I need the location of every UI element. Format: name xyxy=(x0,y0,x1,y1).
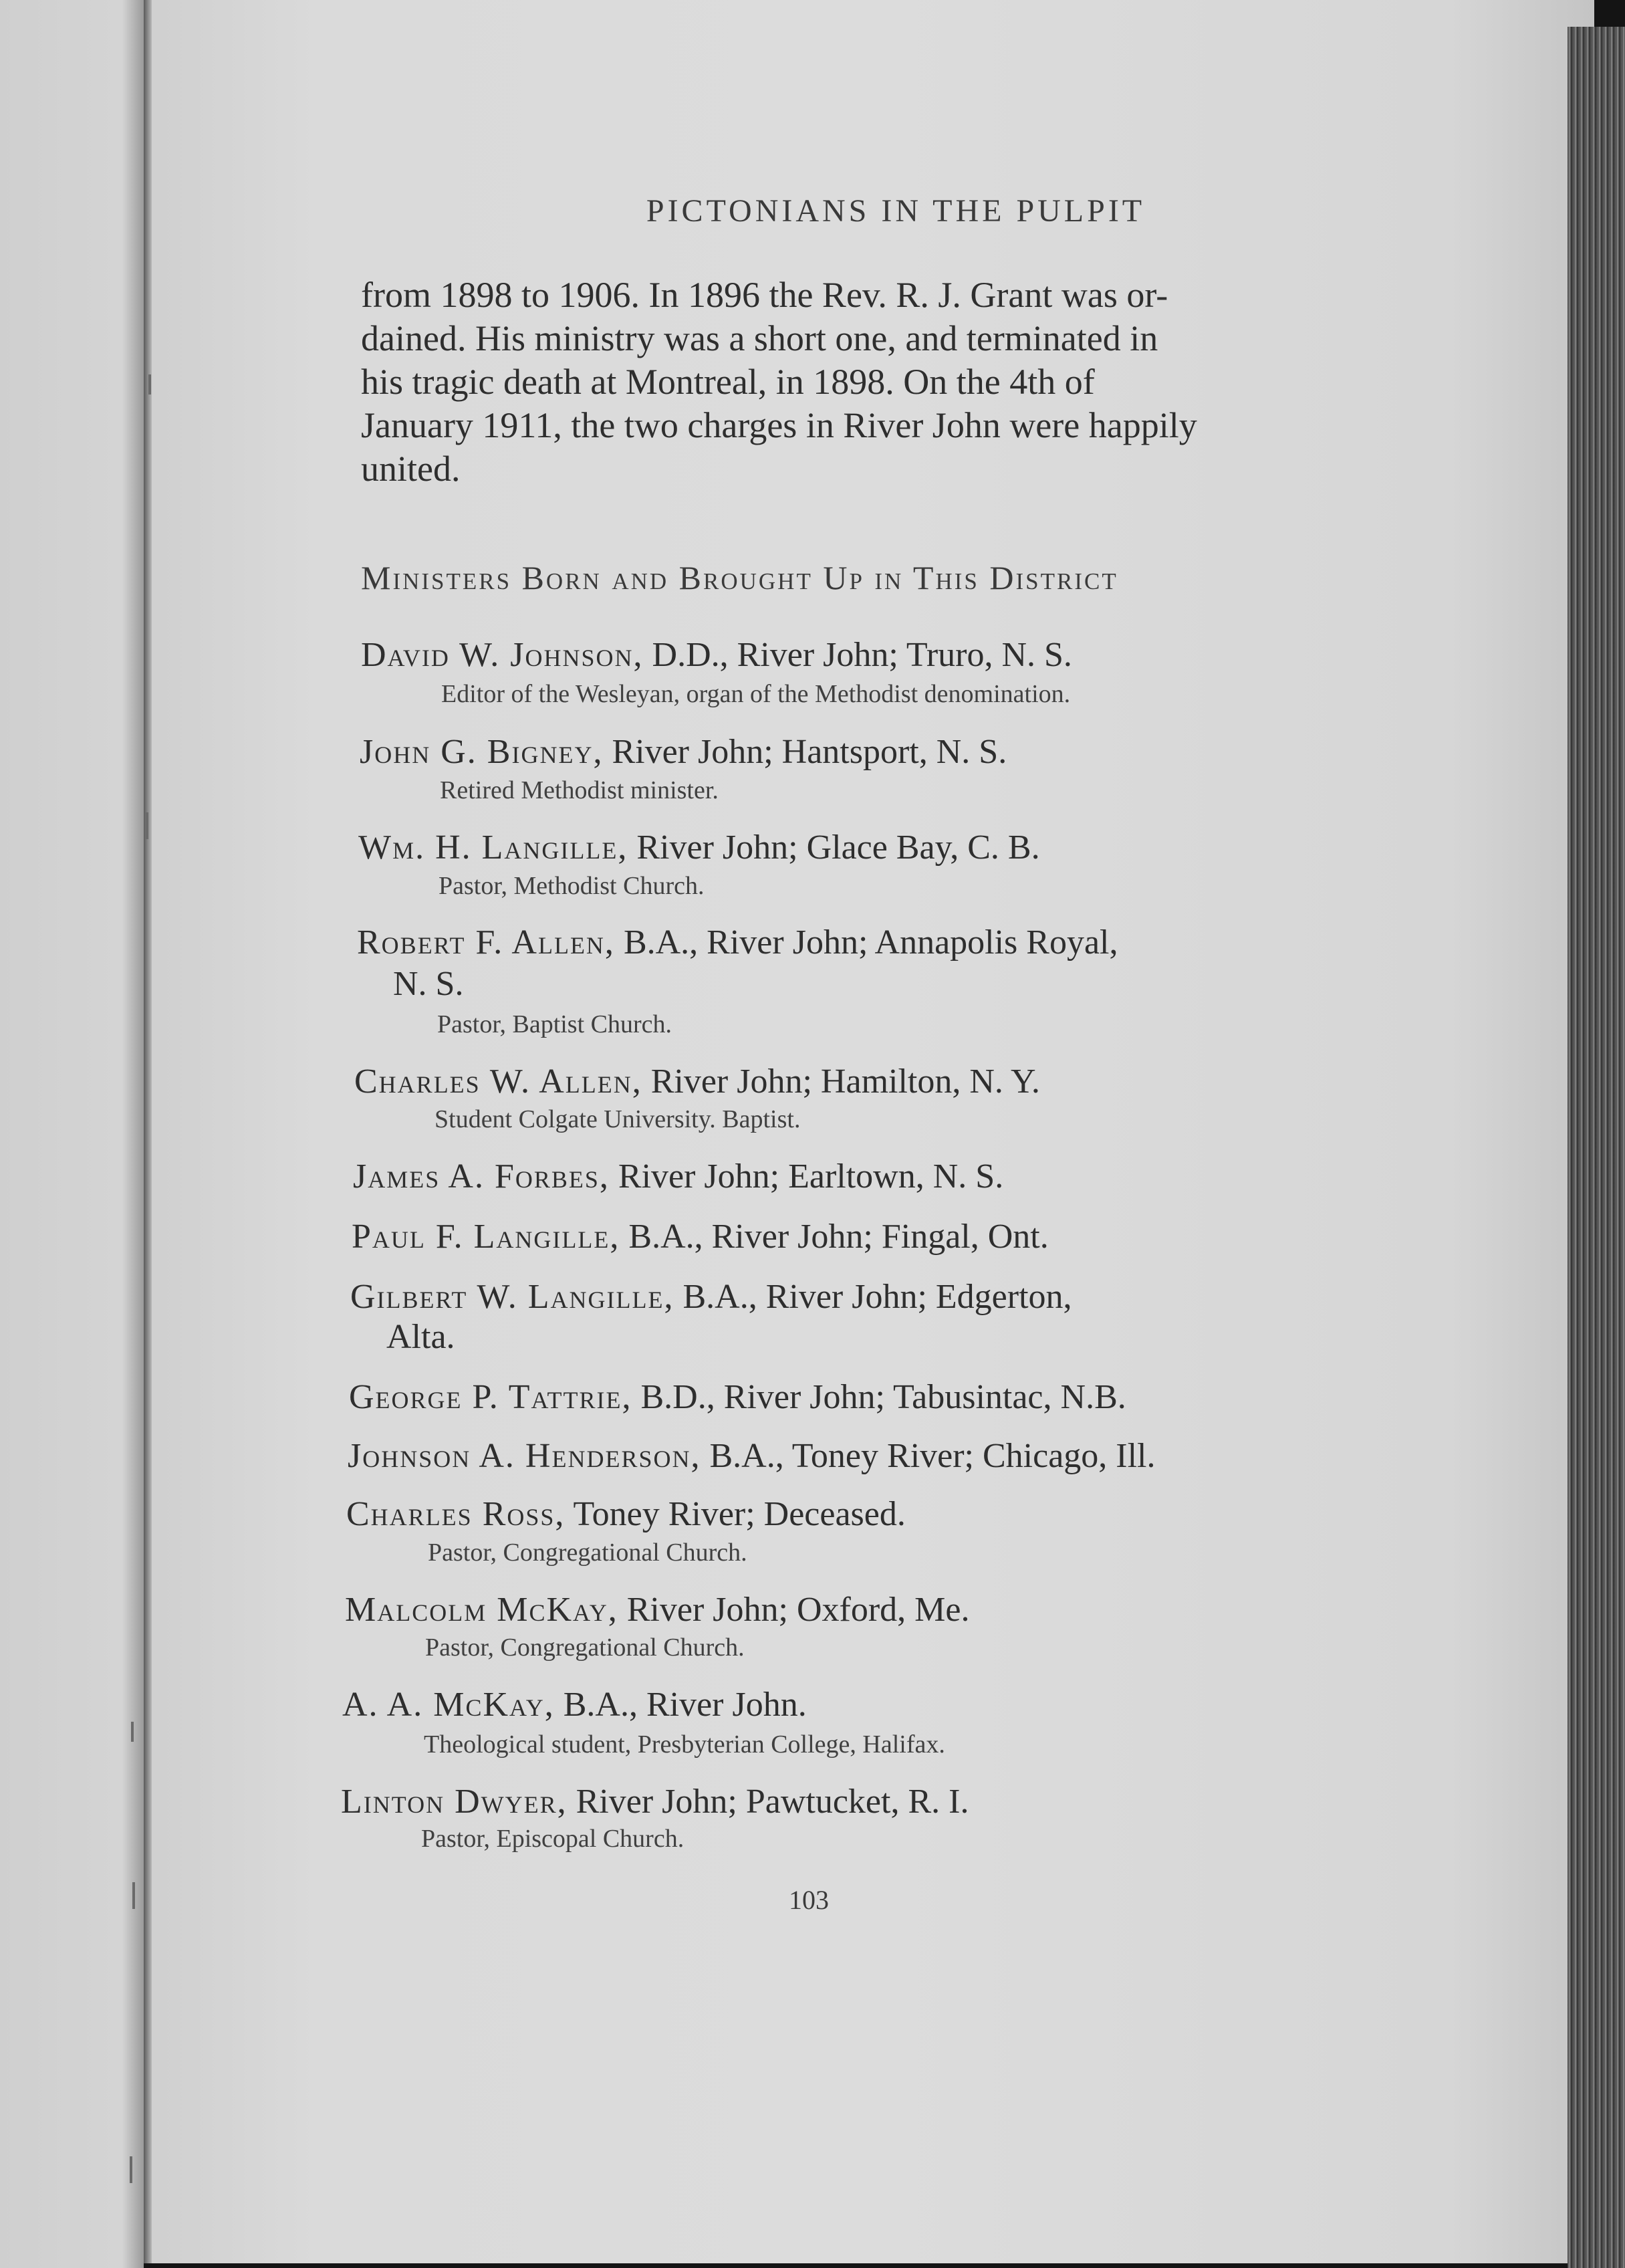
minister-name: David W. Johnson, xyxy=(361,636,644,674)
minister-entry xyxy=(353,1157,1003,1196)
minister-entry xyxy=(361,635,1072,675)
minister-details: B.A., River John. xyxy=(554,1686,807,1724)
minister-note: Pastor, Congregational Church. xyxy=(425,1633,745,1662)
minister-details: B.A., Toney River; Chicago, Ill. xyxy=(701,1437,1156,1475)
minister-details: Toney River; Deceased. xyxy=(565,1495,906,1533)
minister-entry xyxy=(341,1782,969,1821)
minister-note: Student Colgate University. Baptist. xyxy=(434,1105,801,1133)
minister-details: River John; Hantsport, N. S. xyxy=(603,733,1007,771)
paragraph-line: his tragic death at Montreal, in 1898. On the 4th of xyxy=(361,362,1095,402)
minister-name: A. A. McKay, xyxy=(342,1686,555,1724)
minister-note: Pastor, Methodist Church. xyxy=(439,872,705,900)
minister-details: River John; Earltown, N. S. xyxy=(609,1157,1004,1196)
paragraph-line: united. xyxy=(361,449,461,489)
minister-entry-continuation: Alta. xyxy=(386,1318,455,1356)
minister-entry xyxy=(357,923,1118,962)
minister-entry xyxy=(342,1685,807,1724)
minister-note: Pastor, Congregational Church. xyxy=(428,1539,747,1567)
minister-note: Editor of the Wesleyan, organ of the Methodist denomination. xyxy=(441,680,1071,708)
paragraph-line: from 1898 to 1906. In 1896 the Rev. R. J. Grant was or- xyxy=(361,275,1168,315)
page-number: 103 xyxy=(789,1885,829,1915)
minister-name: Wm. H. Langille, xyxy=(358,828,628,867)
paragraph-line: dained. His ministry was a short one, and terminated in xyxy=(361,318,1158,358)
minister-details: B.A., River John; Fingal, Ont. xyxy=(620,1218,1049,1256)
minister-name: James A. Forbes, xyxy=(353,1157,610,1196)
minister-entry xyxy=(350,1277,1072,1317)
minister-details: B.A., River John; Annapolis Royal, xyxy=(614,923,1118,961)
minister-entry xyxy=(345,1590,969,1629)
minister-details: River John; Pawtucket, R. I. xyxy=(567,1783,969,1821)
minister-name: Malcolm McKay, xyxy=(345,1591,618,1629)
minister-entry xyxy=(349,1377,1126,1417)
minister-entry xyxy=(352,1217,1049,1256)
minister-details: River John; Oxford, Me. xyxy=(618,1591,970,1629)
minister-details: D.D., River John; Truro, N. S. xyxy=(643,636,1072,674)
minister-details: River John; Hamilton, N. Y. xyxy=(642,1062,1040,1101)
minister-entry xyxy=(348,1436,1156,1476)
minister-entry xyxy=(358,828,1040,867)
minister-entry-continuation: N. S. xyxy=(393,965,464,1003)
minister-name: Charles W. Allen, xyxy=(354,1062,642,1101)
minister-note: Retired Methodist minister. xyxy=(440,776,719,804)
minister-entry xyxy=(346,1494,906,1534)
minister-name: Linton Dwyer, xyxy=(341,1783,568,1821)
minister-details: River John; Glace Bay, C. B. xyxy=(628,828,1040,867)
minister-entry xyxy=(354,1062,1040,1101)
minister-note: Pastor, Baptist Church. xyxy=(437,1010,672,1038)
minister-name: John G. Bigney, xyxy=(360,733,604,771)
section-heading: Ministers Born and Brought Up in This District xyxy=(361,559,1118,596)
minister-details: B.D., River John; Tabusintac, N.B. xyxy=(632,1378,1126,1416)
minister-name: Johnson A. Henderson, xyxy=(348,1437,701,1475)
minister-name: Gilbert W. Langille, xyxy=(350,1278,674,1316)
paragraph-line: January 1911, the two charges in River John were happily xyxy=(361,405,1197,445)
minister-note: Theological student, Presbyterian College, Halifax. xyxy=(424,1730,945,1759)
minister-entry xyxy=(360,732,1007,772)
minister-name: Paul F. Langille, xyxy=(352,1218,620,1256)
minister-name: George P. Tattrie, xyxy=(349,1378,632,1416)
minister-note: Pastor, Episcopal Church. xyxy=(421,1825,684,1853)
running-head: PICTONIANS IN THE PULPIT xyxy=(646,193,1146,229)
minister-name: Robert F. Allen, xyxy=(357,923,615,961)
minister-name: Charles Ross, xyxy=(346,1495,566,1533)
minister-details: B.A., River John; Edgerton, xyxy=(674,1278,1072,1316)
